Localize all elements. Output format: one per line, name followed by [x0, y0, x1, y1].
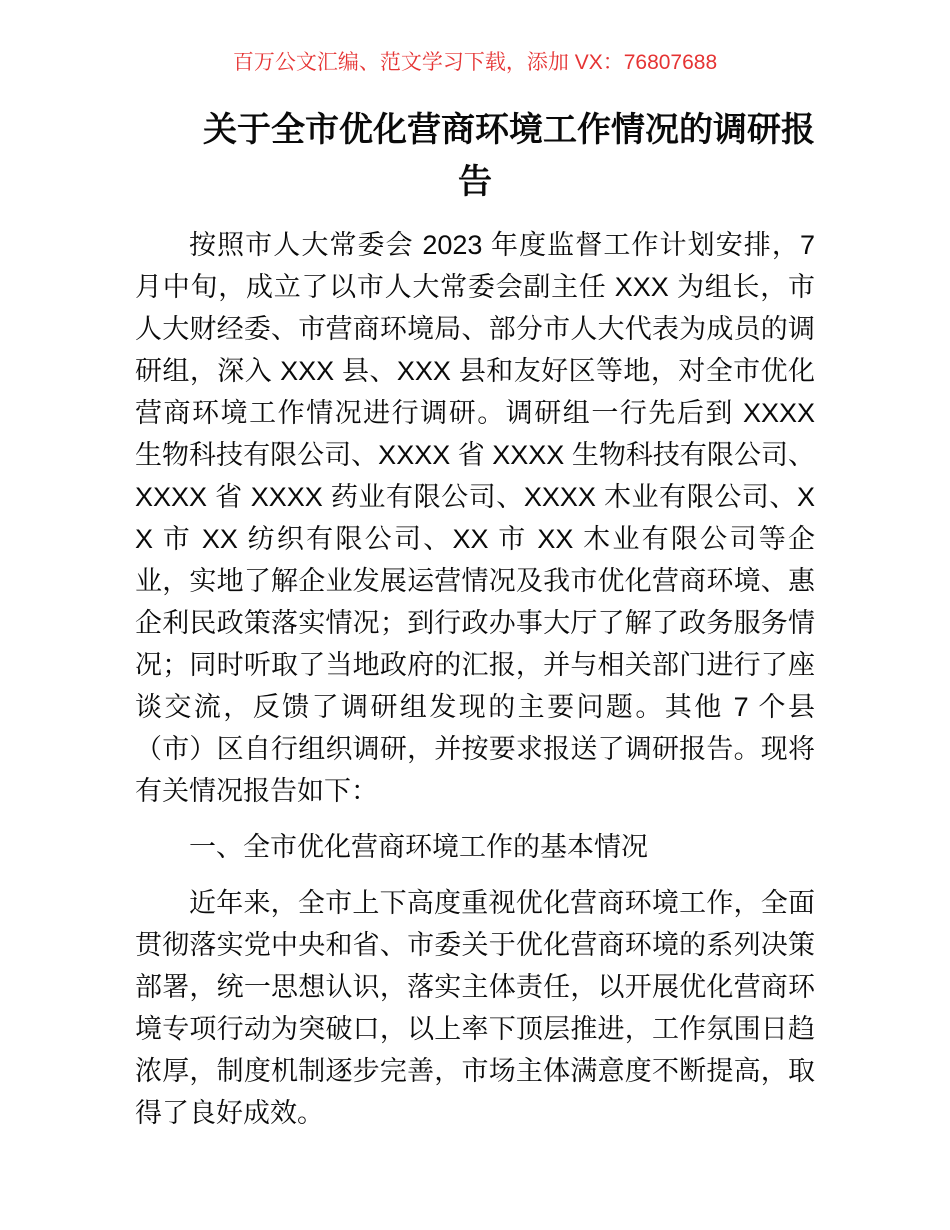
section-heading: 一、全市优化营商环境工作的基本情况: [189, 832, 648, 862]
notice-banner: 百万公文汇编、范文学习下载，添加 VX：76807688: [232, 51, 718, 74]
paragraph-intro: 按照市人大常委会 2023 年度监督工作计划安排，7 月中旬，成立了以市人大常委会副主任 XXX 为组长，市人大财经委、市营商环境局、部分市人大代表为成员的调研组，深入 XXX 县、XXX 县和友好区等地，对全市优化营商环境工作情况进行调研。调研组一行先后到 XXXX 生物科技有限公司、XXXX 省 XXXX 生物科技有限公司、XXXX 省 XXXX 药业有限公司、XXXX 木业有限公司、XX 市 XX 纺织有限公司、XX 市 XX 木业有限公司等企业，实地了解企业发展运营情况及我市优化营商环境、惠企利民政策落实情况；到行政办事大厅了解了政务服务情况；同时听取了当地政府的汇报，并与相关部门进行了座谈交流，反馈了调研组发现的主要问题。其他 7 个县（市）区自行组织调研，并按要求报送了调研报告。现将有关情况报告如下：: [135, 230, 815, 806]
paragraph-section-body: 近年来，全市上下高度重视优化营商环境工作，全面贯彻落实党中央和省、市委关于优化营商环境的系列决策部署，统一思想认识，落实主体责任，以开展优化营商环境专项行动为突破口，以上率下顶层推进，工作氛围日趋浓厚，制度机制逐步完善，市场主体满意度不断提高，取得了良好成效。: [135, 888, 815, 1128]
page-title: 关于全市优化营商环境工作情况的调研报告: [203, 111, 815, 201]
